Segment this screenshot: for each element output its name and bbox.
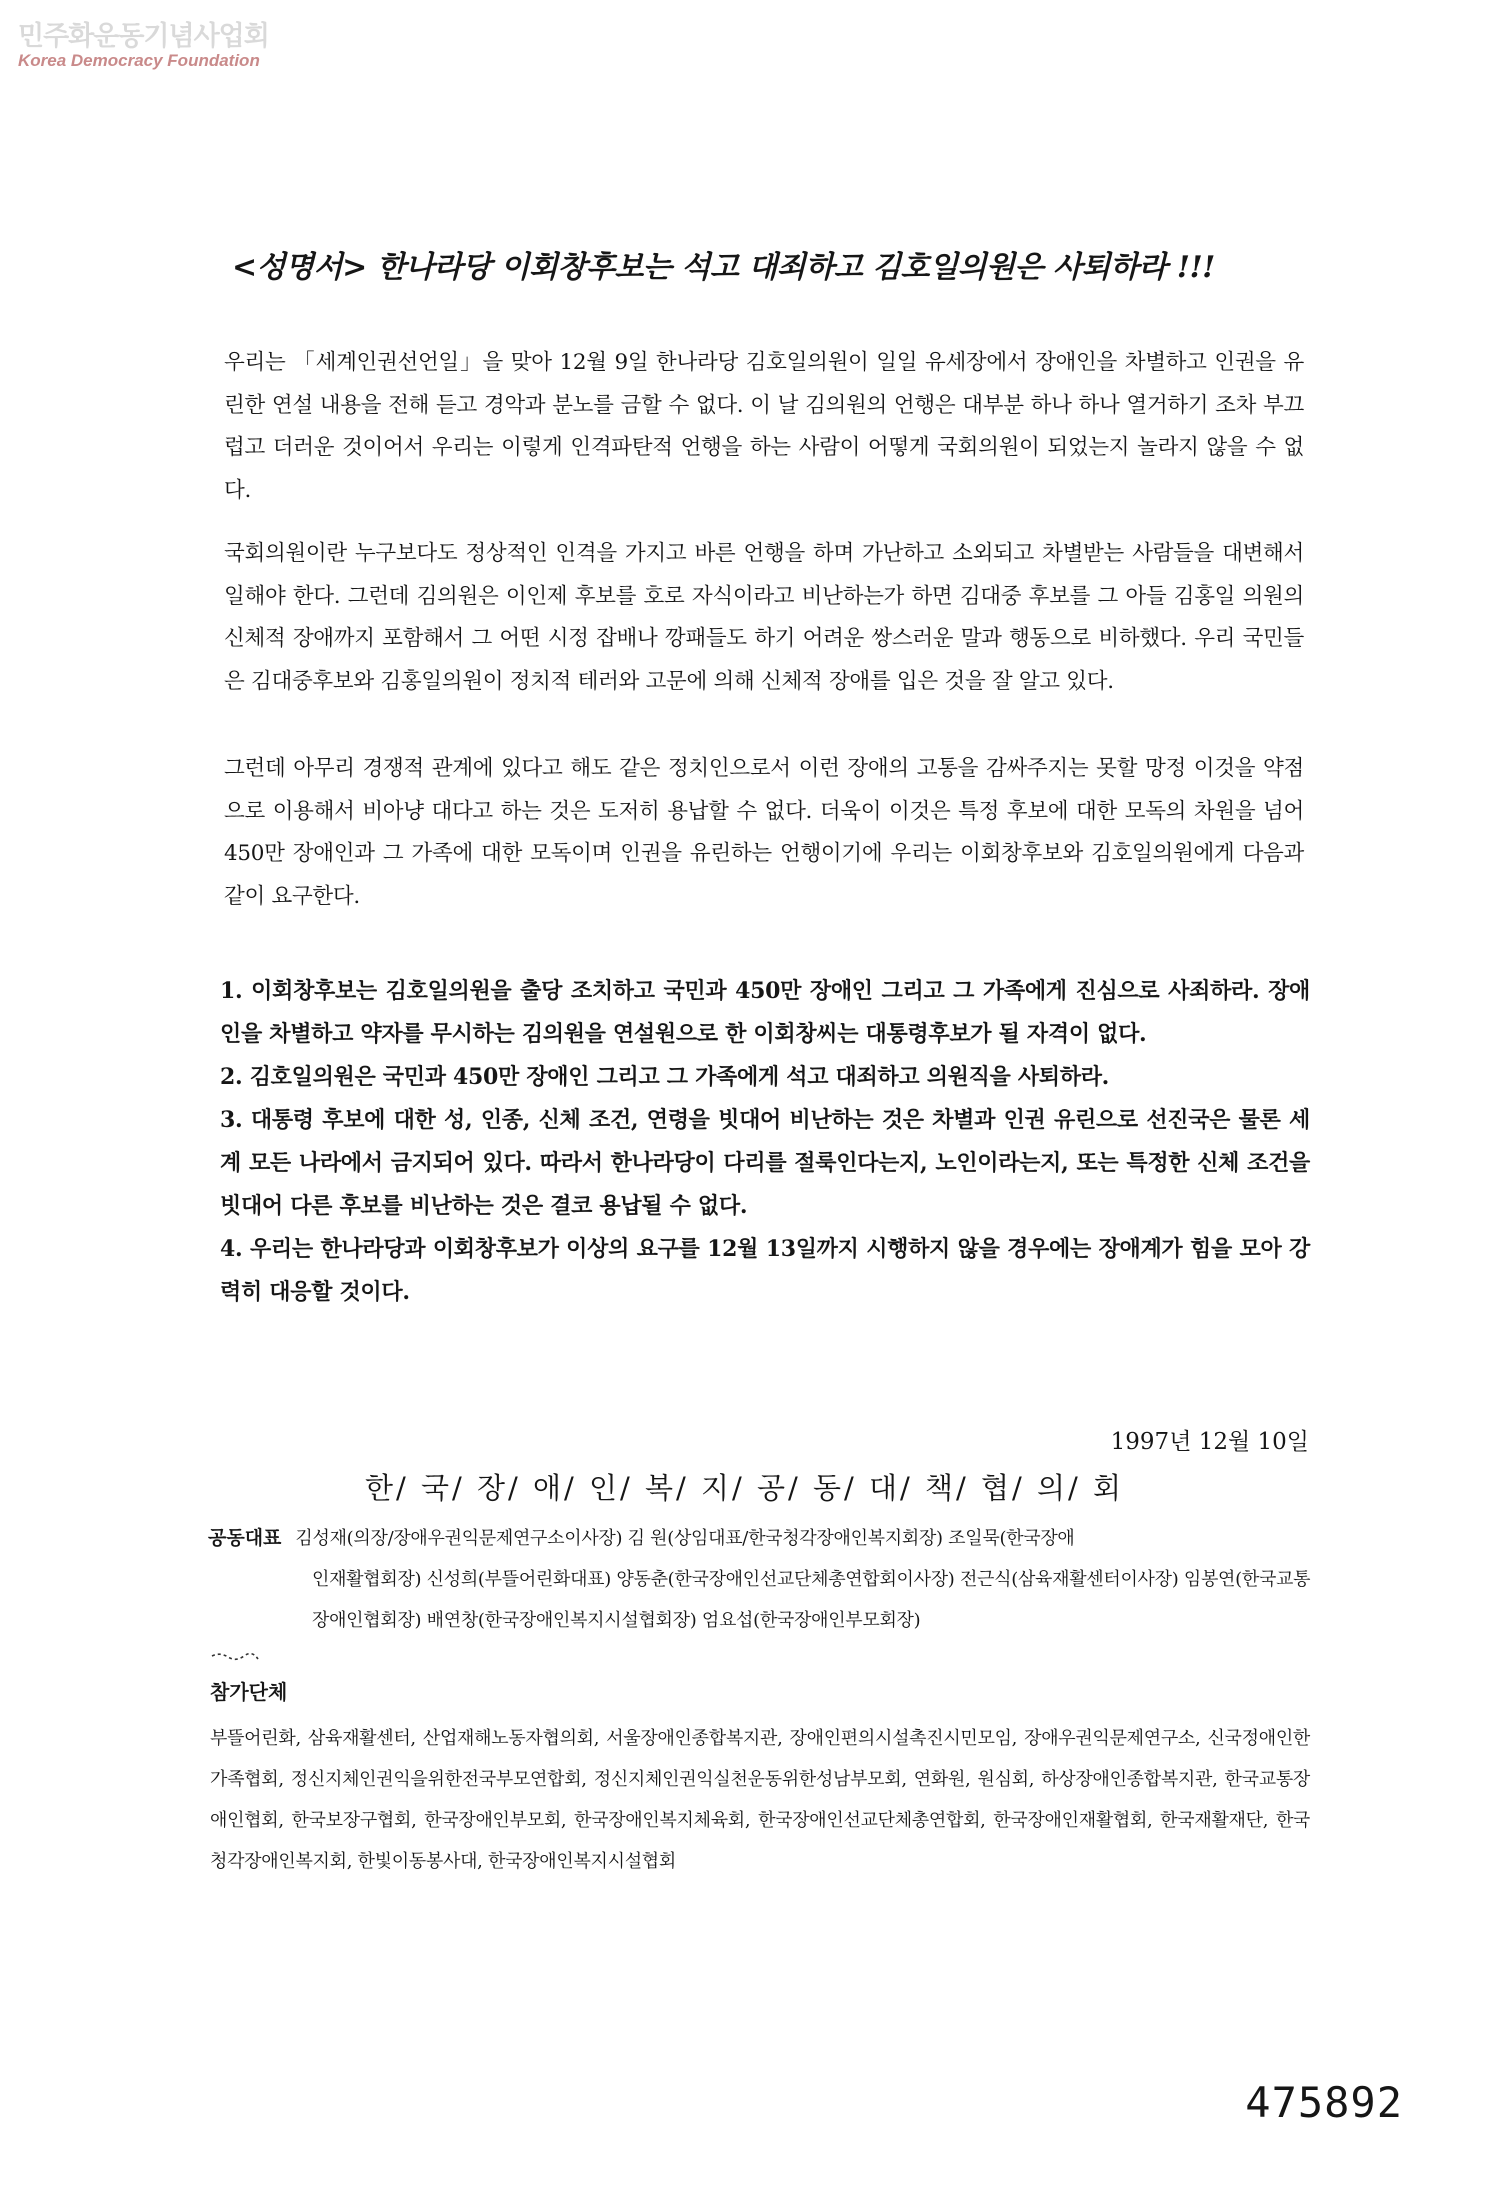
pen-squiggle-mark [210,1650,260,1664]
demand-item-1: 1. 이회창후보는 김호일의원을 출당 조치하고 국민과 450만 장애인 그리고 그 가족에게 진심으로 사죄하라. 장애인을 차별하고 약자를 무시하는 김의원을 연설원으로 한 이회창씨는 대통령후보가 될 자격이 없다. [220,978,1310,1047]
participants-label: 참가단체 [210,1680,288,1704]
document-number: 475892 [1245,2078,1403,2127]
representatives-line-2: 인재활협회장) 신성희(부뜰어린화대표) 양동춘(한국장애인선교단체총연합회이사장) 전근식(삼육재활센터이사장) 임봉연(한국교통장애인협회장) 배연창(한국장애인복지시설협회장) 엄요섭(한국장애인부모회장) [312,1569,1311,1631]
statement-title: <성명서> 한나라당 이회창후보는 석고 대죄하고 김호일의원은 사퇴하라 !!! [232,250,1215,285]
organization-name: 한/ 국/ 장/ 애/ 인/ 복/ 지/ 공/ 동/ 대/ 책/ 협/ 의/ 회 [364,1471,1125,1505]
demand-item-3: 3. 대통령 후보에 대한 성, 인종, 신체 조건, 연령을 빗대어 비난하는 것은 차별과 인권 유린으로 선진국은 물론 세계 모든 나라에서 금지되어 있다. 따라서 한나라당이 다리를 절룩인다는지, 노인이라는지, 또는 특정한 신체 조건을 빗대어 다른 후보를 비난하는 것은 결코 용납될 수 없다. [220,1107,1310,1219]
paragraph-1: 우리는 「세계인권선언일」을 맞아 12월 9일 한나라당 김호일의원이 일일 유세장에서 장애인을 차별하고 인권을 유린한 연설 내용을 전해 듣고 경악과 분노를 금할 수 없다. 이 날 김의원의 언행은 대부분 하나 하나 열거하기 조차 부끄럽고 더러운 것이어서 우리는 이렇게 인격파탄적 언행을 하는 사람이 어떻게 국회의원이 되었는지 놀라지 않을 수 없다. [224,350,1304,503]
logo-korean-text: 민주화운동기념사업회 [18,21,269,52]
foundation-logo [18,14,269,71]
statement-date: 1997년 12월 10일 [1110,1429,1309,1455]
participants-list: 부뜰어린화, 삼육재활센터, 산업재해노동자협의회, 서울장애인종합복지관, 장애인편의시설촉진시민모임, 장애우권익문제연구소, 신국정애인한가족협회, 정신지체인권익을위한전국부모연합회, 정신지체인권익실천운동위한성남부모회, 연화원, 원심회, 하상장애인종합복지관, 한국교통장애인협회, 한국보장구협회, 한국장애인부모회, 한국장애인복지체육회, 한국장애인선교단체총연합회, 한국장애인재활협회, 한국재활재단, 한국청각장애인복지회, 한빛이동봉사대, 한국장애인복지시설협회 [210,1728,1310,1872]
paragraph-2: 국회의원이란 누구보다도 정상적인 인격을 가지고 바른 언행을 하며 가난하고 소외되고 차별받는 사람들을 대변해서 일해야 한다. 그런데 김의원은 이인제 후보를 호로 자식이라고 비난하는가 하면 김대중 후보를 그 아들 김홍일 의원의 신체적 장애까지 포함해서 그 어떤 시정 잡배나 깡패들도 하기 어려운 쌍스러운 말과 행동으로 비하했다. 우리 국민들은 김대중후보와 김홍일의원이 정치적 테러와 고문에 의해 신체적 장애를 입은 것을 잘 알고 있다. [224,541,1304,694]
logo-english-text: Korea Democracy Foundation [18,51,260,70]
representatives-label: 공동대표 [208,1527,282,1549]
representatives-line-1: 김성재(의장/장애우권익문제연구소이사장) 김 원(상임대표/한국청각장애인복지회장) 조일묵(한국장애 [295,1528,1075,1549]
paragraph-3: 그런데 아무리 경쟁적 관계에 있다고 해도 같은 정치인으로서 이런 장애의 고통을 감싸주지는 못할 망정 이것을 약점으로 이용해서 비아냥 대다고 하는 것은 도저히 용납할 수 없다. 더욱이 이것은 특정 후보에 대한 모독의 차원을 넘어 450만 장애인과 그 가족에 대한 모독이며 인권을 유린하는 언행이기에 우리는 이회창후보와 김호일의원에게 다음과 같이 요구한다. [224,756,1304,909]
representatives-block [208,1518,1318,1641]
demands-list [220,970,1310,1314]
demand-item-2: 2. 김호일의원은 국민과 450만 장애인 그리고 그 가족에게 석고 대죄하고 의원직을 사퇴하라. [220,1064,1110,1090]
demand-item-4: 4. 우리는 한나라당과 이회창후보가 이상의 요구를 12월 13일까지 시행하지 않을 경우에는 장애계가 힘을 모아 강력히 대응할 것이다. [220,1236,1310,1305]
